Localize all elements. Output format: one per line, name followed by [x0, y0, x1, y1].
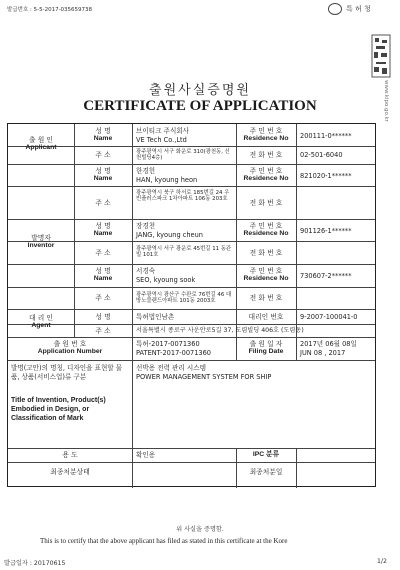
inventor-1-name-ko: 한경헌 — [136, 167, 156, 175]
applicant-name-label — [74, 127, 132, 143]
row-divider — [8, 219, 375, 220]
column-divider — [296, 448, 297, 488]
residence-label-en: Residence No — [243, 135, 289, 142]
name-label-en: Name — [93, 135, 113, 142]
inventor-3-name-label — [74, 267, 132, 283]
page-number: 1/2 — [377, 558, 387, 565]
kipo-logo-text: 특 허 청 — [346, 5, 371, 13]
address-label: 주 소 — [95, 249, 111, 257]
inventor-3-name-ko: 서경숙 — [136, 267, 156, 275]
application-number-label — [8, 340, 132, 356]
applicant-label-ko: 출 원 인 — [28, 136, 54, 144]
inventor-3-name-en: SEO, kyoung sook — [136, 276, 196, 284]
filing-date-ko: 2017년 06월 08일 — [300, 340, 357, 348]
address-label: 주 소 — [95, 151, 111, 159]
certification-statement-ko: 위 사실을 증명함. — [176, 526, 224, 533]
row-divider — [8, 462, 375, 463]
row-divider — [8, 309, 375, 310]
phone-label: 전 화 번 호 — [249, 294, 283, 302]
residence-label-en: Residence No — [243, 275, 289, 282]
row-divider — [8, 448, 375, 449]
column-divider — [132, 360, 133, 448]
inventor-2-name-label — [74, 222, 132, 238]
row-divider — [8, 287, 375, 288]
agent-label — [8, 314, 74, 330]
row-divider — [8, 360, 375, 361]
appno-label-en: Application Number — [37, 348, 103, 355]
inventor-1-address: 광주광역시 북구 하서로 185번길 24 우빈플러스파크 1차아파트 106동 203호 — [136, 190, 230, 203]
residence-label-ko: 주 민 번 호 — [249, 222, 283, 230]
residence-label — [236, 167, 296, 183]
agent-address: 서울특별시 종로구 사운안로5길 37, 도렴빌딩 406호 (도렴동) — [136, 327, 304, 334]
agent-name: 특허법인남촌 — [136, 313, 175, 321]
address-label: 주 소 — [95, 327, 111, 335]
applicant-label — [8, 136, 74, 152]
certification-statement-en: This is to certify that the above applicant has filed as stated in this certificate at the Kore — [40, 537, 288, 545]
applicant-phone: 02-501-6040 — [300, 151, 343, 159]
applicant-name-ko: 브이티크 주식회사 — [136, 127, 190, 135]
address-label: 주 소 — [95, 294, 111, 302]
inventor-label-en: Inventor — [27, 242, 55, 249]
filing-date-label — [236, 340, 296, 356]
inventor-label — [8, 234, 74, 250]
residence-label-ko: 주 민 번 호 — [249, 167, 283, 175]
applicant-label-en: Applicant — [25, 144, 57, 151]
phone-label: 전 화 번 호 — [249, 151, 283, 159]
column-divider — [132, 337, 133, 360]
final-date-label: 최종처분일 — [249, 468, 283, 476]
agent-name-label: 성 명 — [95, 313, 111, 321]
residence-label — [236, 267, 296, 283]
final-status-label: 최종처분상태 — [50, 468, 90, 476]
name-label-en: Name — [93, 275, 113, 282]
agent-label-en: Agent — [31, 322, 51, 329]
kipo-emblem-icon — [328, 3, 342, 15]
document-number: 발급번호 : 5-5-2017-035659738 — [7, 7, 93, 13]
title-korean: 출원사실증명원 — [149, 83, 251, 98]
inventor-1-residence: 821020-1****** — [300, 172, 352, 180]
application-number-en: PATENT-2017-0071360 — [136, 349, 212, 357]
qr-seal-icon — [371, 34, 391, 78]
row-divider — [8, 337, 375, 338]
residence-label — [236, 127, 296, 143]
column-divider — [296, 337, 297, 360]
applicant-residence: 200111-0****** — [300, 132, 352, 140]
filing-date-en: JUN 08 , 2017 — [300, 349, 346, 357]
inventor-1-name-label — [74, 167, 132, 183]
name-label-ko: 성 명 — [95, 127, 111, 135]
phone-label: 전 화 번 호 — [249, 199, 283, 207]
name-label-ko: 성 명 — [95, 222, 111, 230]
residence-label-ko: 주 민 번 호 — [249, 127, 283, 135]
inventor-2-address: 광주광역시 서구 광운로 45번길 11 동관빌 101호 — [136, 246, 232, 259]
residence-label-en: Residence No — [243, 230, 289, 237]
column-divider — [132, 448, 133, 488]
inventor-3-residence: 730607-2****** — [300, 272, 352, 280]
title-english: CERTIFICATE OF APPLICATION — [83, 98, 317, 114]
row-divider — [8, 164, 375, 165]
name-label-ko: 성 명 — [95, 267, 111, 275]
issue-date: 발급일자 : 20170615 — [4, 560, 66, 567]
phone-label: 전 화 번 호 — [249, 249, 283, 257]
agent-number-label: 대리인 번호 — [248, 313, 284, 321]
usage-value: 확인용 — [136, 451, 156, 459]
filing-label-ko: 출 원 일 자 — [249, 340, 283, 348]
invention-title-label-en: Title of Invention, Product(s) Embodied in Design, or Classification of Mark — [11, 397, 106, 422]
invention-title-label-ko: 발명(고안)의 명칭, 디자인을 표현할 물품, 상품(서비스업)류 구분 — [11, 364, 123, 381]
residence-label-en: Residence No — [243, 175, 289, 182]
application-number-ko: 특허-2017-0071360 — [136, 340, 200, 348]
inventor-3-address: 광주광역시 광산구 수완로 76번길 46 대방노블랜드아파트 101동 2003호 — [136, 292, 232, 305]
kipo-logo — [328, 3, 388, 16]
invention-title-en: POWER MANAGEMENT SYSTEM FOR SHIP — [136, 373, 272, 381]
row-divider — [8, 264, 375, 265]
appno-label-ko: 출 원 번 호 — [53, 340, 87, 348]
column-divider — [296, 124, 297, 337]
usage-label: 용 도 — [62, 451, 78, 459]
watermark-url: www.kipo.go.kr — [383, 80, 389, 122]
name-label-ko: 성 명 — [95, 167, 111, 175]
applicant-name-en: VE Tech Co.,Ltd — [136, 136, 187, 144]
inventor-1-name-en: HAN, kyoung heon — [136, 176, 198, 184]
column-divider — [132, 124, 133, 337]
agent-label-ko: 대 리 인 — [28, 314, 54, 322]
name-label-en: Name — [93, 230, 113, 237]
residence-label-ko: 주 민 번 호 — [249, 267, 283, 275]
inventor-label-ko: 발명자 — [31, 234, 51, 242]
ipc-label: IPC 분류 — [252, 451, 280, 458]
inventor-2-name-en: JANG, kyoung cheun — [136, 231, 203, 239]
applicant-address: 광주광역시 서구 화운로 310(광천동, 신천빌딩4층) — [136, 149, 230, 162]
row-divider — [8, 186, 375, 187]
filing-label-en: Filing Date — [248, 348, 284, 355]
inventor-2-name-ko: 장경천 — [136, 222, 156, 230]
residence-label — [236, 222, 296, 238]
inventor-2-residence: 901126-1****** — [300, 227, 352, 235]
name-label-en: Name — [93, 175, 113, 182]
invention-title-ko: 선박용 전력 관리 시스템 — [136, 364, 206, 372]
certificate-form-table — [7, 123, 376, 487]
agent-number: 9-2007-100041-0 — [300, 313, 358, 321]
address-label: 주 소 — [95, 199, 111, 207]
